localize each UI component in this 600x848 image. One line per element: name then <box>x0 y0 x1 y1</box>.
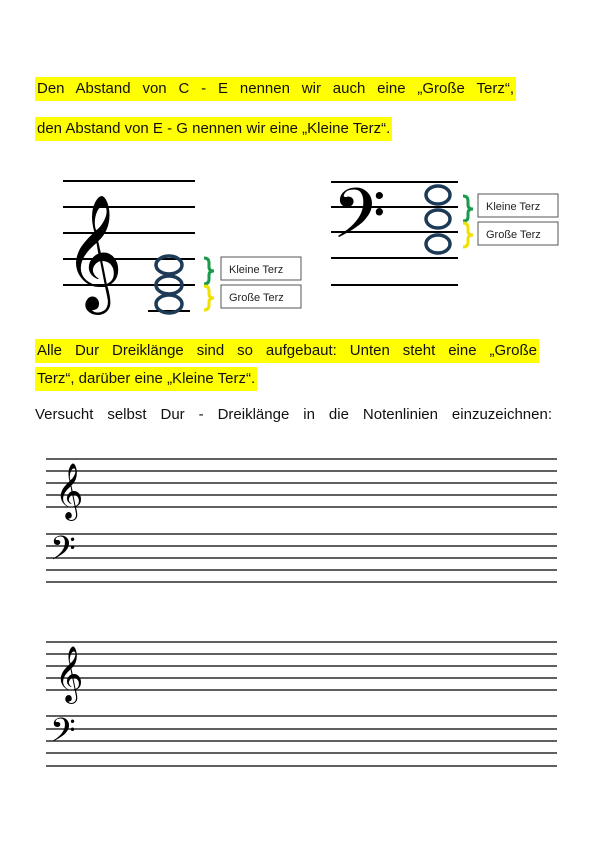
exercise-treble-staff-1[interactable] <box>46 459 557 507</box>
green-brace-icon <box>463 196 473 221</box>
rule-line-2: Terz“, darüber eine „Kleine Terz“. <box>35 367 257 391</box>
note-c-icon <box>426 235 450 253</box>
yellow-brace-icon <box>463 223 473 247</box>
treble-clef-icon: 𝄞 <box>55 646 84 702</box>
treble-clef-icon: 𝄞 <box>55 463 84 519</box>
label-grosse-terz-1: Große Terz <box>229 292 284 304</box>
task-instruction: Versucht selbst Dur - Dreiklänge in die Notenlinien einzuzeichnen: <box>35 406 552 423</box>
intro-line-1: Den Abstand von C - E nennen wir auch eine „Große Terz“, <box>35 77 516 101</box>
bass-clef-icon: 𝄢 <box>50 530 76 576</box>
bass-clef-icon: 𝄢 <box>50 712 76 758</box>
rule-line-1: Alle Dur Dreiklänge sind so aufgebaut: Unten steht eine „Große <box>35 339 539 363</box>
example-bass-chord <box>426 186 450 253</box>
exercise-treble-staff-2[interactable] <box>46 642 557 690</box>
green-brace-icon <box>204 258 214 284</box>
yellow-brace-icon <box>204 286 214 310</box>
note-e-icon <box>426 186 450 204</box>
exercise-bass-staff-2[interactable] <box>46 716 557 766</box>
label-kleine-terz-2: Kleine Terz <box>486 201 541 213</box>
label-grosse-terz-2: Große Terz <box>486 229 541 241</box>
label-kleine-terz-1: Kleine Terz <box>229 264 284 276</box>
exercise-bass-staff-1[interactable] <box>46 534 557 582</box>
note-g-icon <box>426 210 450 228</box>
example-bass-clef-icon: 𝄢 <box>332 173 387 271</box>
intro-line-2: den Abstand von E - G nennen wir eine „Kleine Terz“. <box>35 117 392 141</box>
example-treble-clef-icon: 𝄞 <box>64 193 124 310</box>
